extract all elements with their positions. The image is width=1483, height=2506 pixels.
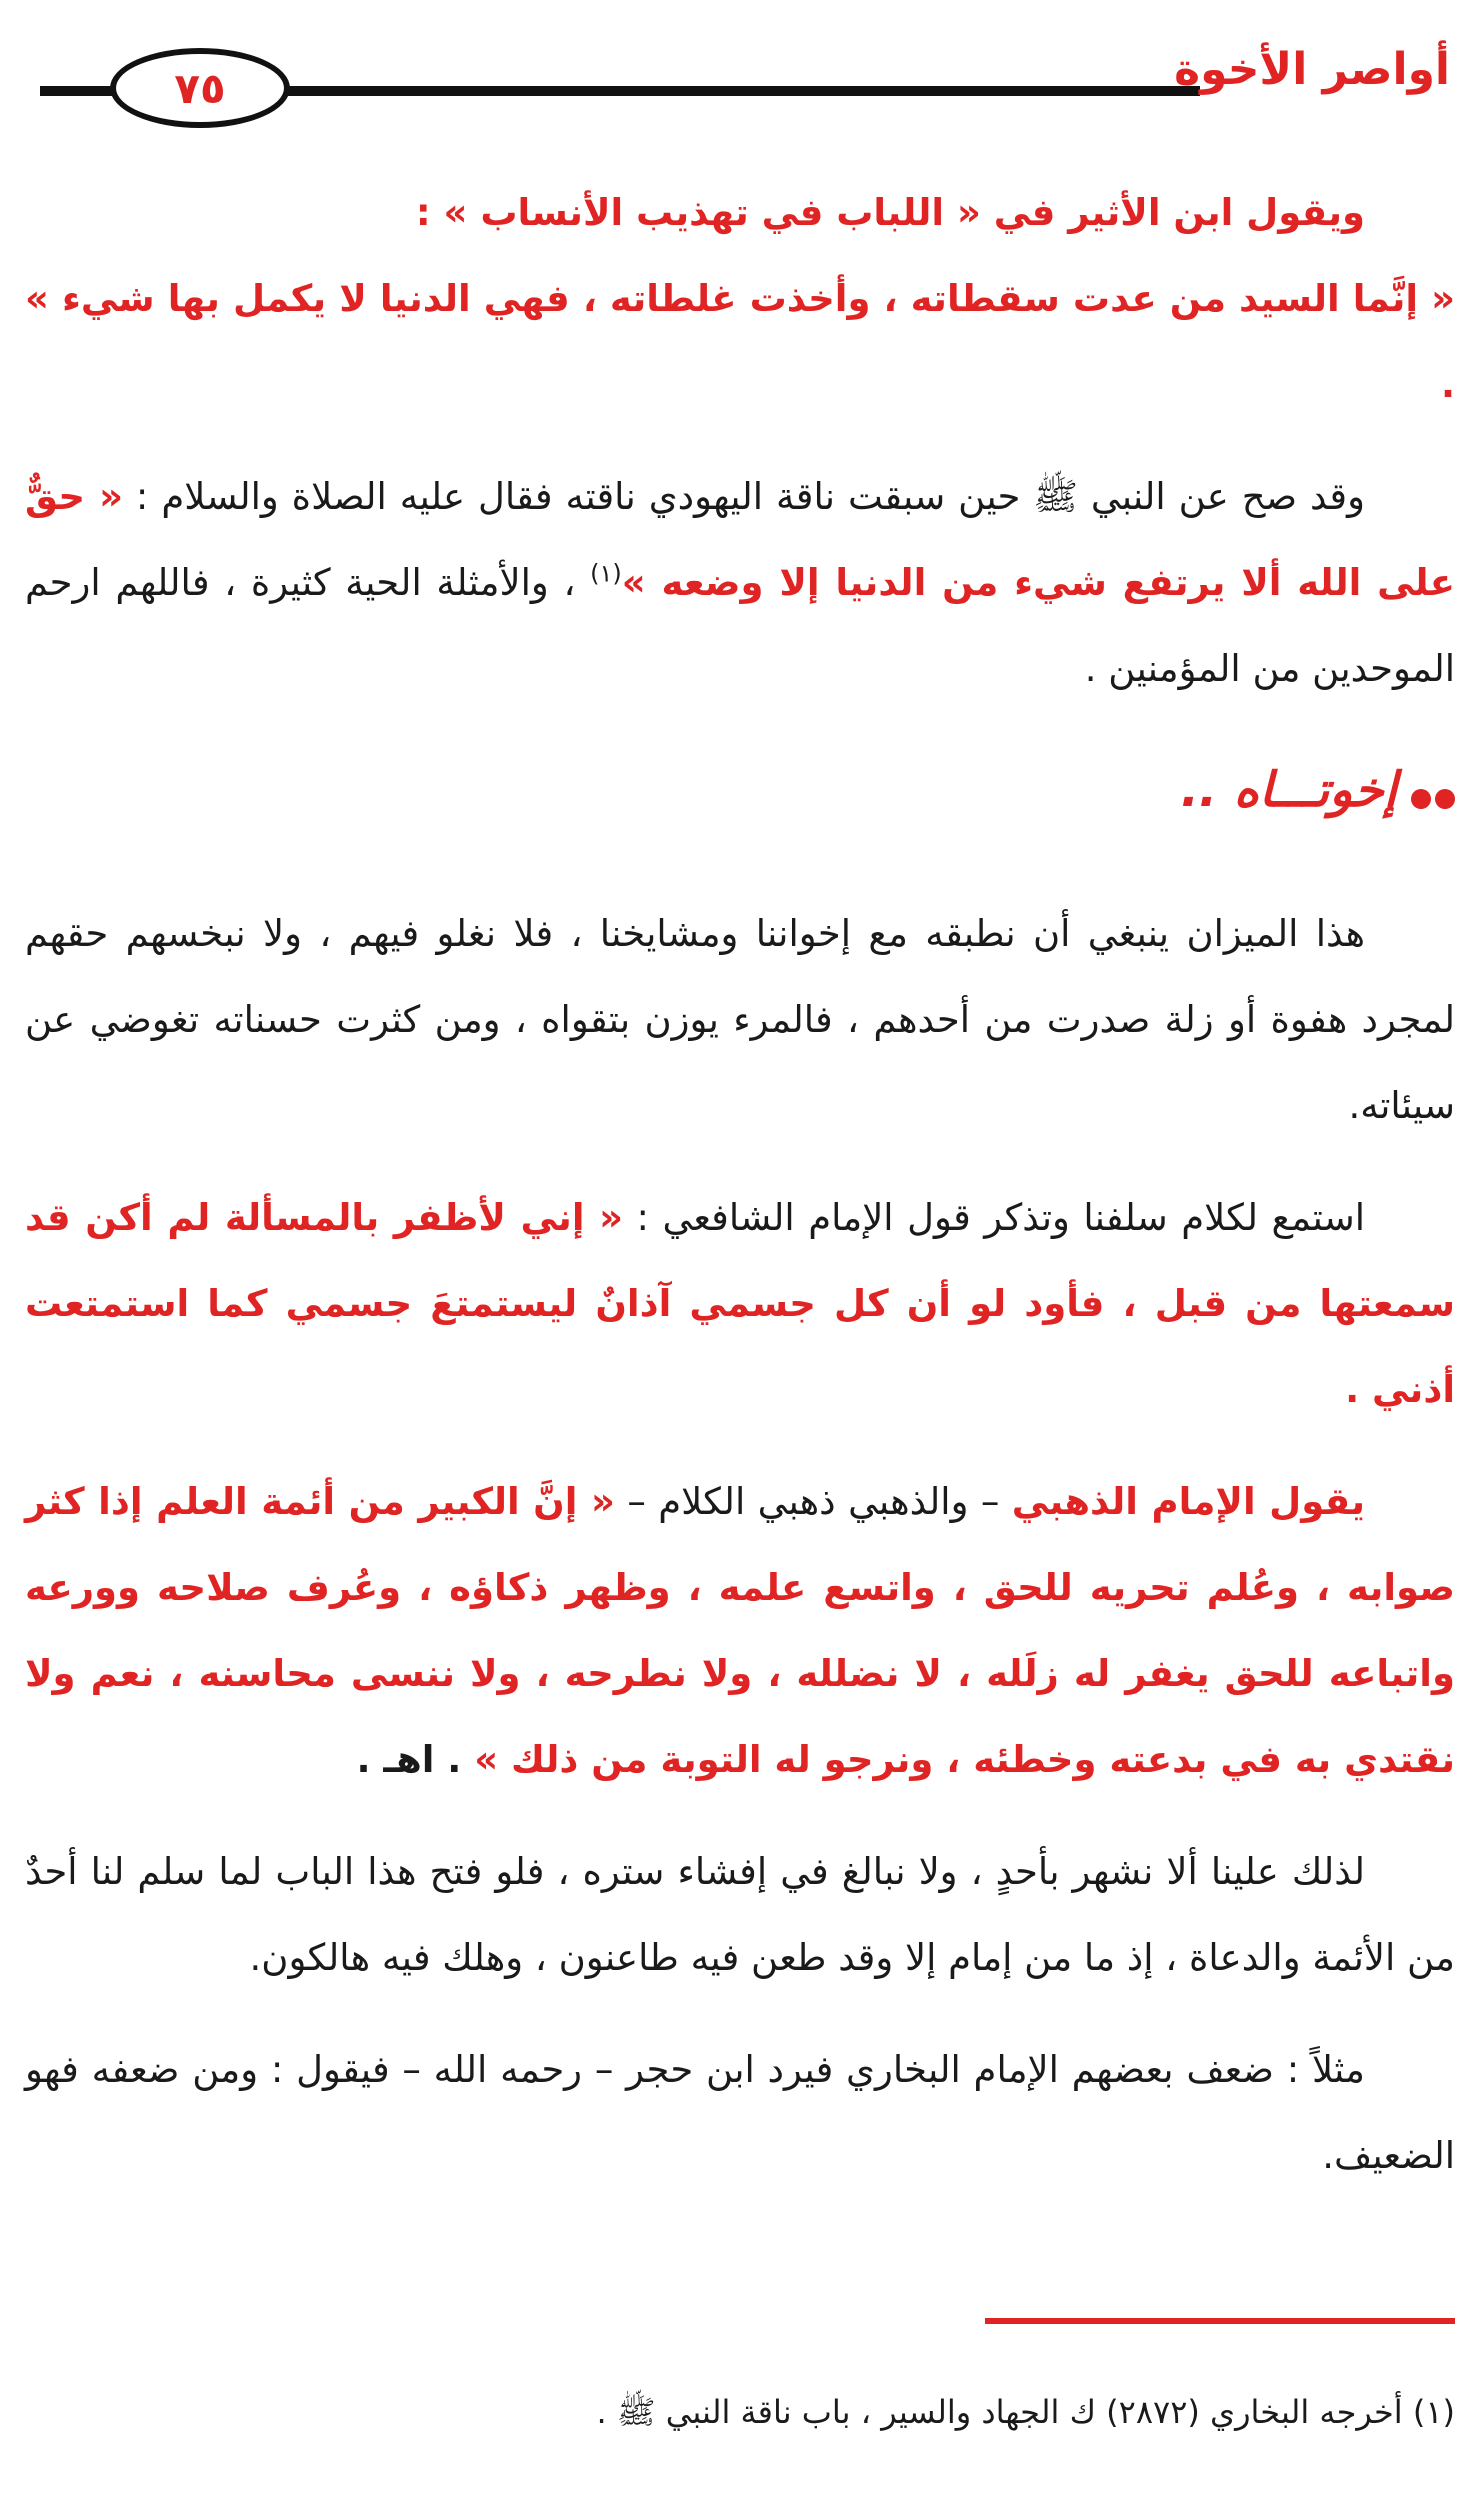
paragraph-mizan: هذا الميزان ينبغي أن نطبقه مع إخواننا ومشايخنا ، فلا نغلو فيهم ، ولا نبخسهم حقهم لمجرد هفوة أو زلة صدرت من أحدهم ، فالمرء يوزن بتقواه ، ومن كثرت حسناته تغوضي عن سيئاته.: [25, 912, 1455, 1127]
dhahabi-intro: يقول الإمام الذهبي: [1011, 1480, 1366, 1523]
dhahabi-quote: « إنَّ الكبير من أئمة العلم إذا كثر صوابه ، وعُلم تحريه للحق ، واتسع علمه ، وظهر ذكاؤه ، وعُرف صلاحه وورعه واتباعه للحق يغفر له زلَله ، لا نضلله ، ولا نطرحه ، ولا ننسى محاسنه ، نعم ولا نقتدي به في بدعته وخطئه ، ونرجو له التوبة من ذلك »: [25, 1480, 1455, 1781]
hadith-context: وقد صح عن النبي ﷺ حين سبقت ناقة اليهودي ناقته فقال عليه الصلاة والسلام :: [122, 475, 1365, 518]
hadith-conclusion: ، والأمثلة الحية كثيرة ، فاللهم ارحم الموحدين من المؤمنين .: [25, 561, 1455, 690]
paragraph-prophet-hadith: [25, 454, 1455, 712]
quote-ibn-athir: « إنَّما السيد من عدت سقطاته ، وأخذت غلطاته ، فهي الدنيا لا يكمل بها شيء » .: [25, 277, 1455, 406]
dhahabi-aside: – والذهبي ذهبي الكلام –: [614, 1480, 1012, 1523]
heading-text: إخوتـــاه ..: [1180, 762, 1397, 818]
shafii-intro: استمع لكلام سلفنا وتذكر قول الإمام الشافعي :: [623, 1196, 1365, 1239]
footnote-marker: (١): [590, 559, 622, 588]
page-number: ٧٥: [110, 48, 290, 128]
footnote: (١) أخرجه البخاري (٢٨٧٢) ك الجهاد والسير ، باب ناقة النبي ﷺ .: [596, 2393, 1455, 2431]
paragraph-shafii: [25, 1175, 1455, 1433]
dhahabi-end: . اهـ .: [356, 1738, 475, 1781]
footnote-divider: [985, 2318, 1455, 2324]
section-heading: [25, 742, 1455, 841]
page-header: [40, 40, 1450, 130]
heading-bullet-icon: [1407, 745, 1455, 841]
running-title: أواصر الأخوة: [1174, 44, 1450, 95]
paragraph-dhahabi: [25, 1459, 1455, 1803]
paragraph-bukhari-example: مثلاً : ضعف بعضهم الإمام البخاري فيرد ابن حجر – رحمه الله – فيقول : ومن ضعفه فهو الضعيف.: [25, 2048, 1455, 2177]
page-body: [25, 170, 1455, 2199]
hadith-quote: « حقٌّ على الله ألا يرتفع شيء من الدنيا إلا وضعه »: [25, 475, 1455, 604]
paragraph-no-defamation: لذلك علينا ألا نشهر بأحدٍ ، ولا نبالغ في إفشاء ستره ، فلو فتح هذا الباب لما سلم لنا أحدٌ من الأئمة والدعاة ، إذ ما من إمام إلا وقد طعن فيه طاعنون ، وهلك فيه هالكون.: [25, 1850, 1455, 1979]
shafii-quote: « إني لأظفر بالمسألة لم أكن قد سمعتها من قبل ، فأود لو أن كل جسمي آذانٌ ليستمتعَ جسمي كما استمتعت أذني .: [25, 1196, 1455, 1411]
paragraph-ibn-athir-intro: ويقول ابن الأثير في « اللباب في تهذيب الأنساب » :: [415, 191, 1365, 234]
